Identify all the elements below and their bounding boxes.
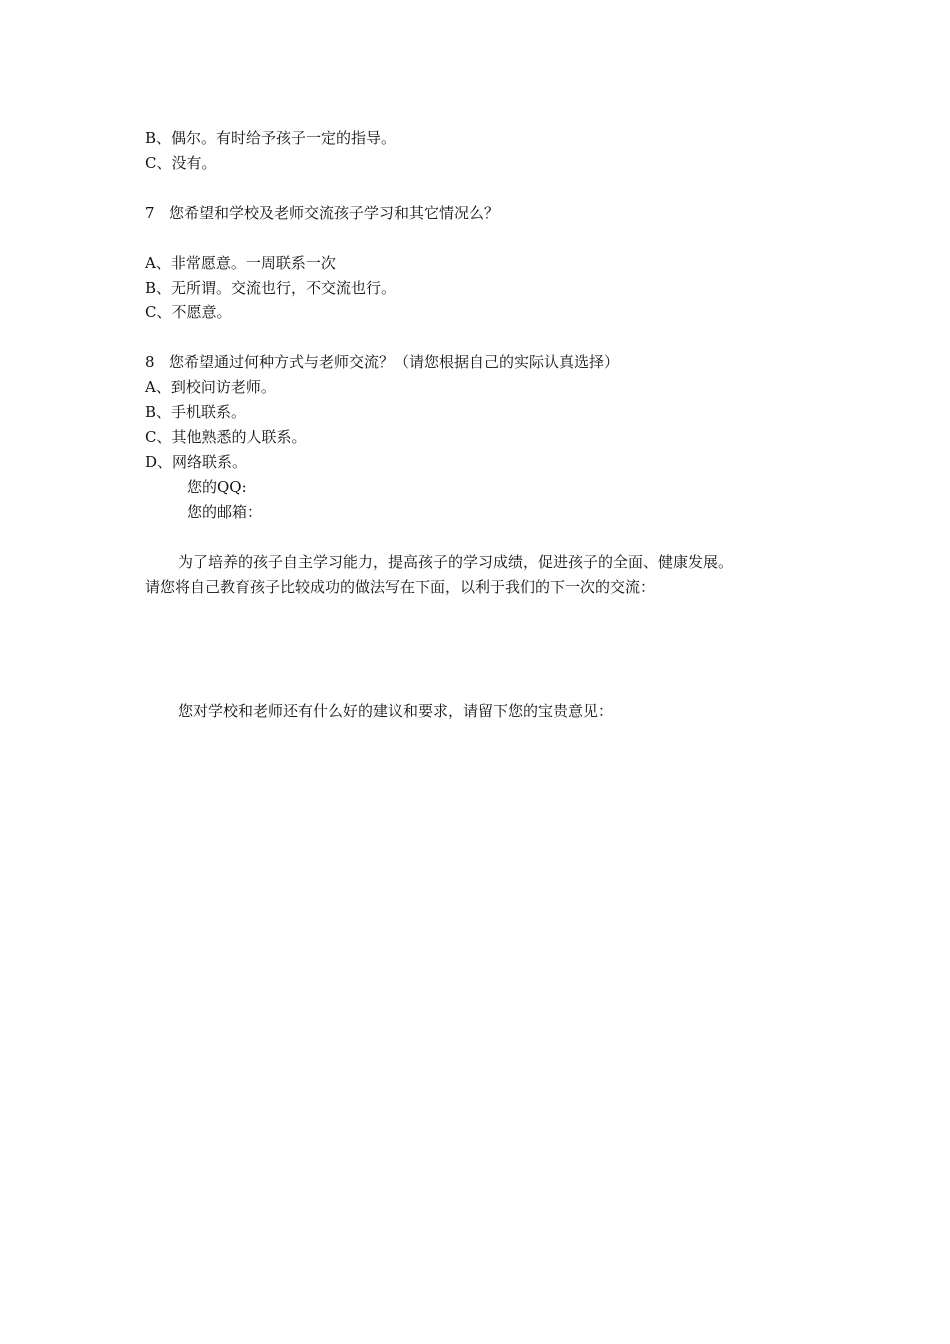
q7-number: 7 (145, 204, 155, 222)
q6-option-b: B、偶尔。有时给予孩子一定的指导。 (145, 129, 397, 147)
q7-question-text: 您希望和学校及老师交流孩子学习和其它情况么？ (169, 204, 500, 222)
q8-option-d: D、网络联系。 (145, 453, 248, 471)
q7-option-b: B、无所谓。交流也行，不交流也行。 (145, 279, 397, 297)
q8-question (145, 352, 619, 372)
experience-line-2: 请您将自己教育孩子比较成功的做法写在下面，以利于我们的下一次的交流： (145, 578, 656, 596)
q8-option-a: A、到校问访老师。 (145, 378, 276, 396)
suggestion-prompt: 您对学校和老师还有什么好的建议和要求，请留下您的宝贵意见： (178, 702, 614, 720)
q8-option-c: C、其他熟悉的人联系。 (145, 428, 307, 446)
q8-number: 8 (145, 353, 155, 371)
q8-option-b: B、手机联系。 (145, 403, 247, 421)
q7-option-a: A、非常愿意。一周联系一次 (145, 254, 336, 272)
q6-option-c: C、没有。 (145, 154, 217, 172)
email-label: 您的邮箱： (187, 503, 263, 521)
experience-line-1: 为了培养的孩子自主学习能力，提高孩子的学习成绩，促进孩子的全面、健康发展。 (178, 553, 734, 571)
q7-option-c: C、不愿意。 (145, 303, 232, 321)
q7-question (145, 203, 499, 223)
q8-question-text: 您希望通过何种方式与老师交流？（请您根据自己的实际认真选择） (169, 353, 620, 371)
qq-label: 您的QQ: (187, 478, 247, 496)
